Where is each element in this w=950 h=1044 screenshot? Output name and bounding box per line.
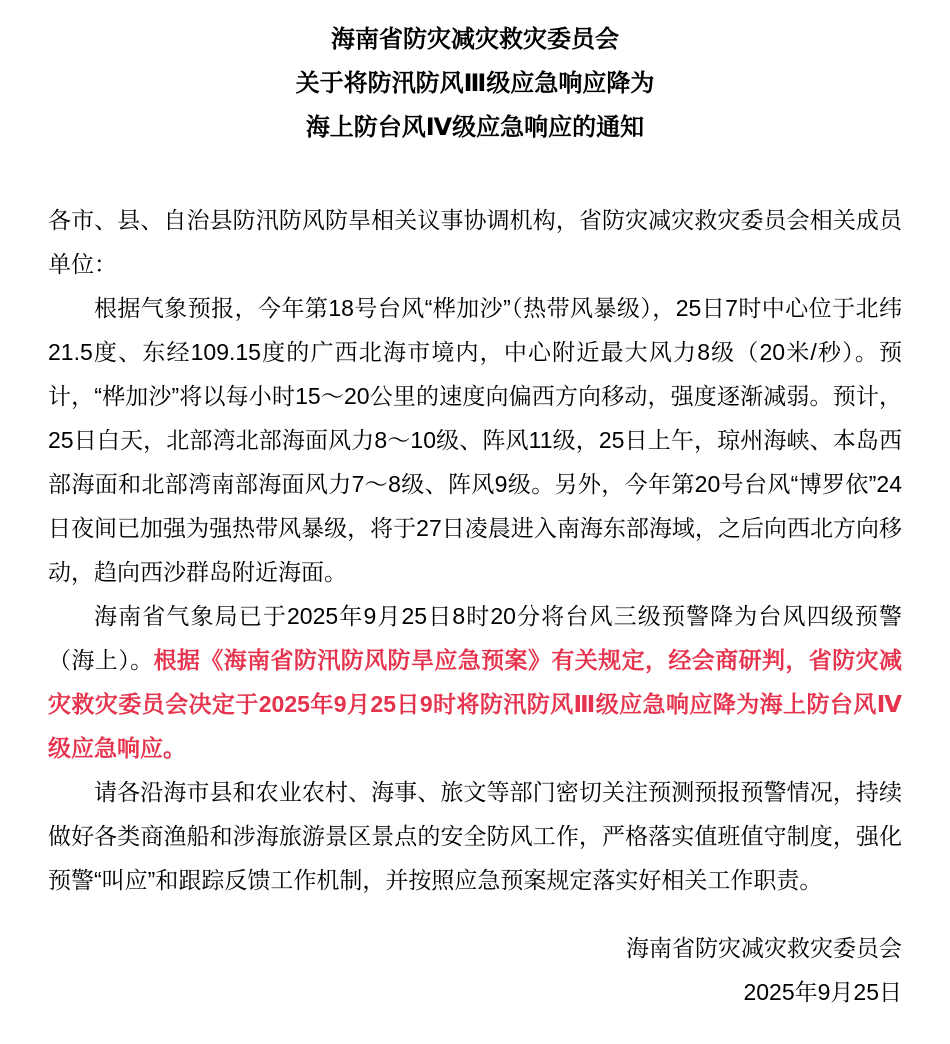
notice-title-line-2: 关于将防汛防风Ⅲ级应急响应降为 (295, 70, 655, 97)
notice-title-line-3: 海上防台风Ⅳ级应急响应的通知 (305, 114, 645, 141)
notice-title (48, 18, 902, 150)
notice-body (48, 198, 902, 902)
signature-date: 2025年9月25日 (743, 979, 902, 1005)
salutation: 各市、县、自治县防汛防风防旱相关议事协调机构，省防灾减灾救灾委员会相关成员单位： (48, 207, 902, 277)
decision-normal-text: 海南省气象局已于2025年9月25日8时20分将台风三级预警降为台风四级预警（海上）。 (48, 603, 902, 673)
signature-block (48, 926, 902, 1014)
paragraph-work-requirements: 请各沿海市县和农业农村、海事、旅文等部门密切关注预测预报预警情况，持续做好各类商渔船和涉海旅游景区景点的安全防风工作，严格落实值班值守制度，强化预警“叫应”和跟踪反馈工作机制，并按照应急预案规定落实好相关工作职责。 (48, 779, 902, 893)
signature-organization: 海南省防灾减灾救灾委员会 (626, 935, 902, 961)
decision-highlight-text: 根据《海南省防汛防风防旱应急预案》有关规定，经会商研判，省防灾减灾救灾委员会决定于2025年9月25日9时将防汛防风Ⅲ级应急响应降为海上防台风Ⅳ级应急响应。 (48, 647, 903, 761)
notice-title-line-1: 海南省防灾减灾救灾委员会 (331, 26, 619, 53)
paragraph-response-decision (48, 594, 902, 770)
paragraph-typhoon-forecast: 根据气象预报，今年第18号台风“桦加沙”（热带风暴级），25日7时中心位于北纬21.5度、东经109.15度的广西北海市境内，中心附近最大风力8级（20米/秒）。预计，“桦加沙”将以每小时15～20公里的速度向偏西方向移动，强度逐渐减弱。预计，25日白天，北部湾北部海面风力8～10级、阵风11级，25日上午，琼州海峡、本岛西部海面和北部湾南部海面风力7～8级、阵风9级。另外，今年第20号台风“博罗依”24日夜间已加强为强热带风暴级，将于27日凌晨进入南海东部海域，之后向西北方向移动，趋向西沙群岛附近海面。 (48, 295, 902, 585)
